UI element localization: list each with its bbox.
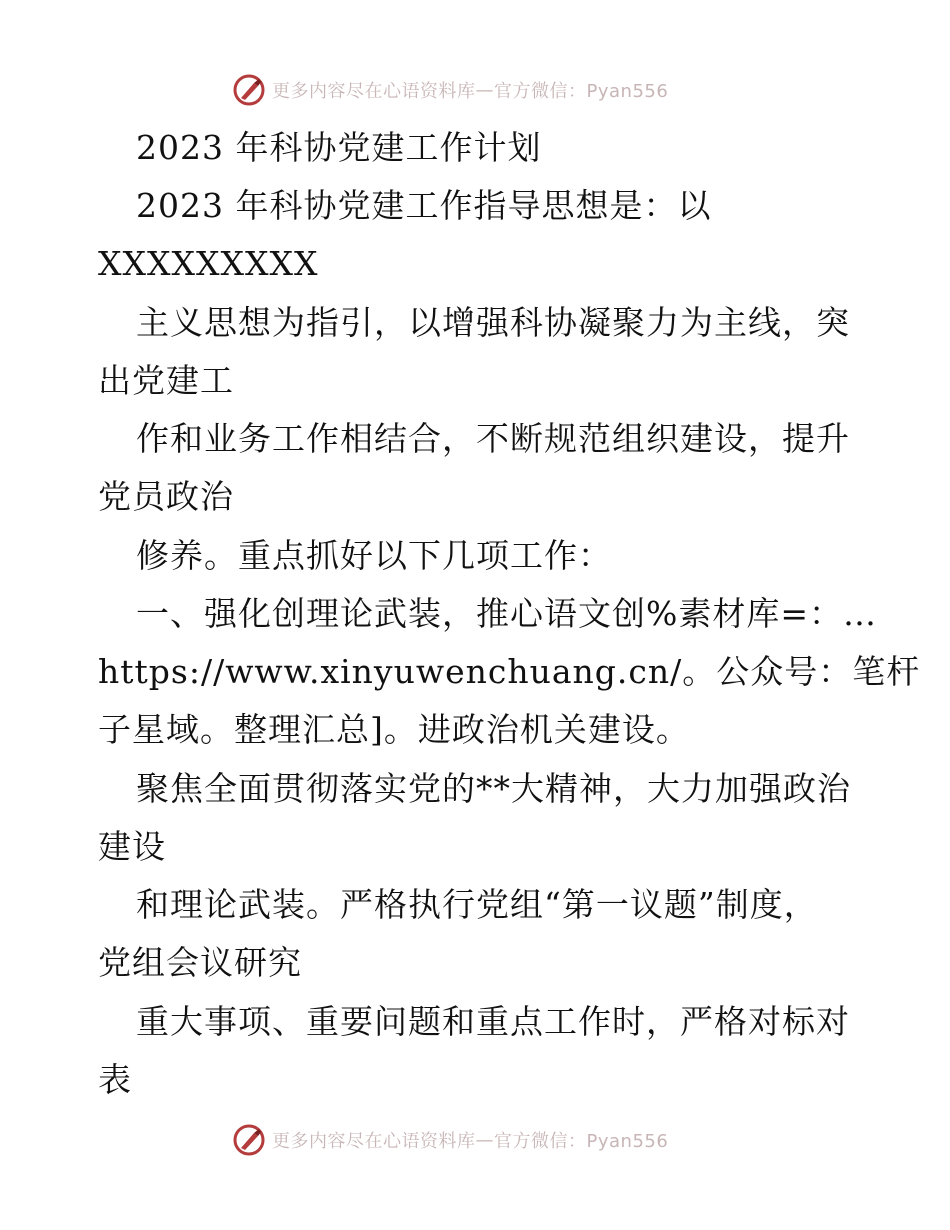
text-line: 重大事项、重要问题和重点工作时，严格对标对 (136, 1002, 850, 1041)
text-line: 一、强化创理论武装，推心语文创%素材库=：… (136, 594, 878, 633)
text-line: 表 (98, 1060, 132, 1099)
text-line: 2023 年科协党建工作指导思想是：以 (136, 186, 712, 225)
text-line: 子星域。整理汇总]。进政治机关建设。 (98, 710, 690, 749)
footer-watermark-banner (232, 1120, 668, 1160)
text-line: 修养。重点抓好以下几项工作： (136, 536, 612, 575)
text-line: 聚焦全面贯彻落实党的**大精神，大力加强政治 (136, 769, 851, 808)
text-line: 建设 (98, 827, 166, 866)
banner-separator: — (475, 79, 494, 101)
document-title: 2023 年科协党建工作计划 (136, 128, 542, 167)
banner-site-name: 更多内容尽在心语资料库 (272, 81, 476, 102)
pen-nib-logo-icon (232, 1123, 266, 1157)
banner-contact: 官方微信：Pyan556 (494, 81, 669, 102)
text-line: 主义思想为指引，以增强科协凝聚力为主线，突 (136, 303, 850, 342)
banner-separator: — (475, 1129, 494, 1151)
header-watermark-banner (232, 70, 668, 110)
text-line: https://www.xinyuwenchuang.cn/。公众号：笔杆 (98, 652, 921, 691)
pen-nib-logo-icon (232, 73, 266, 107)
text-line: 党员政治 (98, 477, 234, 516)
banner-contact: 官方微信：Pyan556 (494, 1131, 669, 1152)
text-line: XXXXXXXXX (98, 244, 319, 283)
text-line: 党组会议研究 (98, 943, 302, 982)
text-line: 和理论武装。严格执行党组“第一议题”制度， (136, 885, 818, 924)
text-line: 作和业务工作相结合，不断规范组织建设，提升 (136, 419, 850, 458)
banner-site-name: 更多内容尽在心语资料库 (272, 1131, 476, 1152)
text-line: 出党建工 (98, 361, 234, 400)
